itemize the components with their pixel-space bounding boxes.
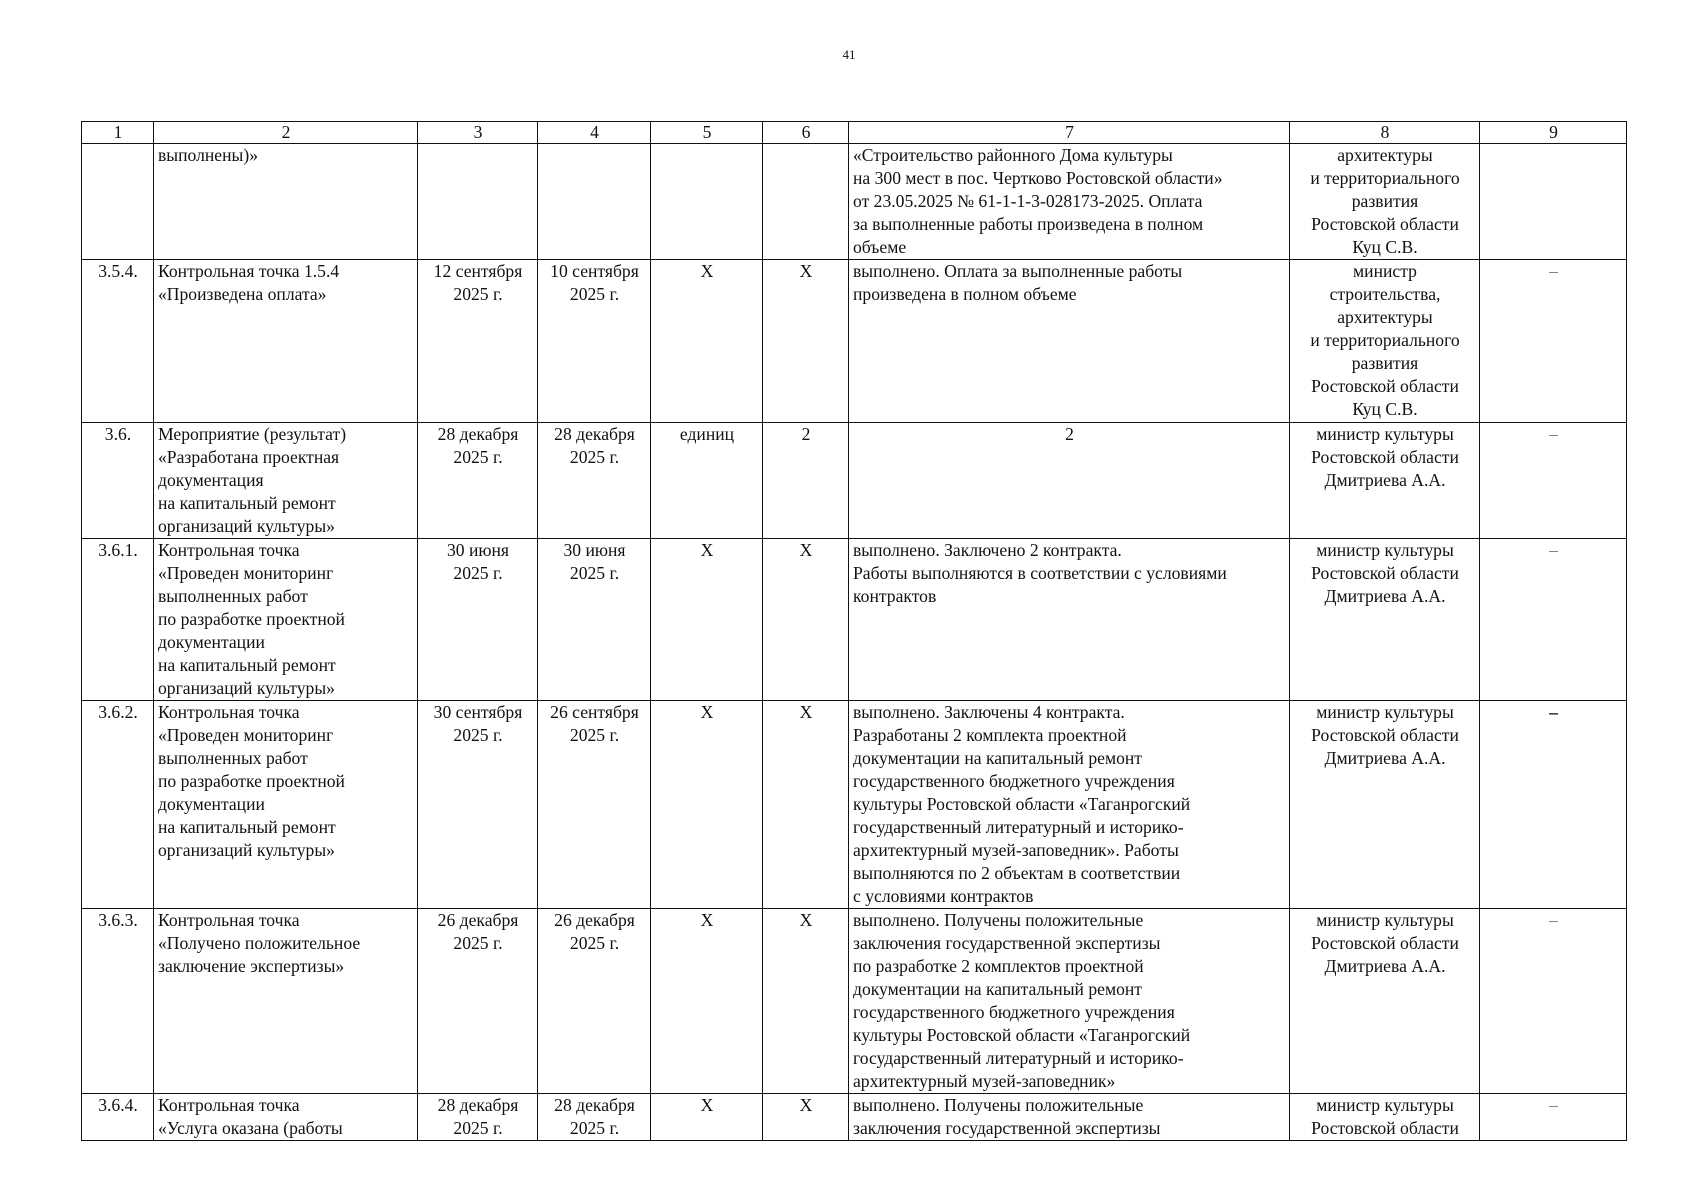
- planned-value: X: [763, 260, 849, 423]
- actual-date: 26 декабря 2025 г.: [538, 909, 651, 1094]
- planned-date: 30 сентября 2025 г.: [418, 701, 538, 909]
- responsible-person: министр строительства, архитектуры и территориального развития Ростовской области Куц С.В.: [1290, 260, 1480, 423]
- status-text: выполнено. Заключены 4 контракта. Разработаны 2 комплекта проектной документации на капитальный ремонт государственного бюджетного учреждения культуры Ростовской области «Таганрогский государственный литературный и историко- архитектурный музей-заповедник». Работы выполняются по 2 объектам в соответствии с условиями контрактов: [849, 701, 1290, 909]
- unit: X: [651, 1094, 763, 1141]
- item-number: 3.6.3.: [82, 909, 154, 1094]
- unit: X: [651, 909, 763, 1094]
- item-name: Мероприятие (результат) «Разработана проектная документация на капитальный ремонт организаций культуры»: [154, 423, 418, 539]
- table-row: [82, 423, 1627, 539]
- column-number: 6: [763, 122, 849, 144]
- column-number: 4: [538, 122, 651, 144]
- status-text: выполнено. Получены положительные заключения государственной экспертизы: [849, 1094, 1290, 1141]
- responsible-person: министр культуры Ростовской области Дмитриева А.А.: [1290, 423, 1480, 539]
- status-text: 2: [849, 423, 1290, 539]
- actual-date: 28 декабря 2025 г.: [538, 423, 651, 539]
- table-row: [82, 260, 1627, 423]
- unit: X: [651, 260, 763, 423]
- item-name: Контрольная точка «Проведен мониторинг выполненных работ по разработке проектной документации на капитальный ремонт организаций культуры»: [154, 701, 418, 909]
- planned-date: [418, 144, 538, 260]
- table-row: [82, 701, 1627, 909]
- item-name: Контрольная точка «Услуга оказана (работы: [154, 1094, 418, 1141]
- item-number: 3.6.1.: [82, 539, 154, 701]
- note: –: [1480, 423, 1627, 539]
- responsible-person: министр культуры Ростовской области: [1290, 1094, 1480, 1141]
- note: –: [1480, 909, 1627, 1094]
- table-row: [82, 144, 1627, 260]
- column-number-row: [82, 122, 1627, 144]
- actual-date: 30 июня 2025 г.: [538, 539, 651, 701]
- planned-value: X: [763, 909, 849, 1094]
- responsible-person: министр культуры Ростовской области Дмитриева А.А.: [1290, 701, 1480, 909]
- planned-value: X: [763, 1094, 849, 1141]
- item-number: [82, 144, 154, 260]
- item-number: 3.6.: [82, 423, 154, 539]
- note: –: [1480, 260, 1627, 423]
- item-number: 3.6.4.: [82, 1094, 154, 1141]
- responsible-person: архитектуры и территориального развития Ростовской области Куц С.В.: [1290, 144, 1480, 260]
- item-name: Контрольная точка «Получено положительное заключение экспертизы»: [154, 909, 418, 1094]
- column-number: 1: [82, 122, 154, 144]
- column-number: 7: [849, 122, 1290, 144]
- responsible-person: министр культуры Ростовской области Дмитриева А.А.: [1290, 909, 1480, 1094]
- planned-value: 2: [763, 423, 849, 539]
- column-number: 2: [154, 122, 418, 144]
- status-text: выполнено. Заключено 2 контракта. Работы выполняются в соответствии с условиями контрактов: [849, 539, 1290, 701]
- planned-value: X: [763, 539, 849, 701]
- planned-date: 28 декабря 2025 г.: [418, 1094, 538, 1141]
- actual-date: 26 сентября 2025 г.: [538, 701, 651, 909]
- table-row: [82, 909, 1627, 1094]
- note: –: [1480, 701, 1627, 909]
- report-table: [81, 121, 1627, 1141]
- table-row: [82, 1094, 1627, 1141]
- status-text: выполнено. Оплата за выполненные работы произведена в полном объеме: [849, 260, 1290, 423]
- note: –: [1480, 1094, 1627, 1141]
- page-number: 41: [842, 47, 856, 62]
- planned-date: 26 декабря 2025 г.: [418, 909, 538, 1094]
- actual-date: 28 декабря 2025 г.: [538, 1094, 651, 1141]
- planned-date: 12 сентября 2025 г.: [418, 260, 538, 423]
- note: [1480, 144, 1627, 260]
- unit: единиц: [651, 423, 763, 539]
- note: –: [1480, 539, 1627, 701]
- actual-date: 10 сентября 2025 г.: [538, 260, 651, 423]
- column-number: 3: [418, 122, 538, 144]
- column-number: 8: [1290, 122, 1480, 144]
- unit: [651, 144, 763, 260]
- item-number: 3.6.2.: [82, 701, 154, 909]
- column-number: 5: [651, 122, 763, 144]
- column-number: 9: [1480, 122, 1627, 144]
- planned-date: 28 декабря 2025 г.: [418, 423, 538, 539]
- status-text: «Строительство районного Дома культуры на 300 мест в пос. Чертково Ростовской области» от 23.05.2025 № 61-1-1-3-028173-2025. Оплата за выполненные работы произведена в полном объеме: [849, 144, 1290, 260]
- planned-value: [763, 144, 849, 260]
- table-row: [82, 539, 1627, 701]
- item-name: Контрольная точка «Проведен мониторинг выполненных работ по разработке проектной документации на капитальный ремонт организаций культуры»: [154, 539, 418, 701]
- actual-date: [538, 144, 651, 260]
- unit: X: [651, 701, 763, 909]
- item-number: 3.5.4.: [82, 260, 154, 423]
- planned-value: X: [763, 701, 849, 909]
- item-name: Контрольная точка 1.5.4 «Произведена оплата»: [154, 260, 418, 423]
- item-name: выполнены)»: [154, 144, 418, 260]
- planned-date: 30 июня 2025 г.: [418, 539, 538, 701]
- responsible-person: министр культуры Ростовской области Дмитриева А.А.: [1290, 539, 1480, 701]
- unit: X: [651, 539, 763, 701]
- status-text: выполнено. Получены положительные заключения государственной экспертизы по разработке 2 комплектов проектной документации на капитальный ремонт государственного бюджетного учреждения культуры Ростовской области «Таганрогский государственный литературный и историко- архитектурный музей-заповедник»: [849, 909, 1290, 1094]
